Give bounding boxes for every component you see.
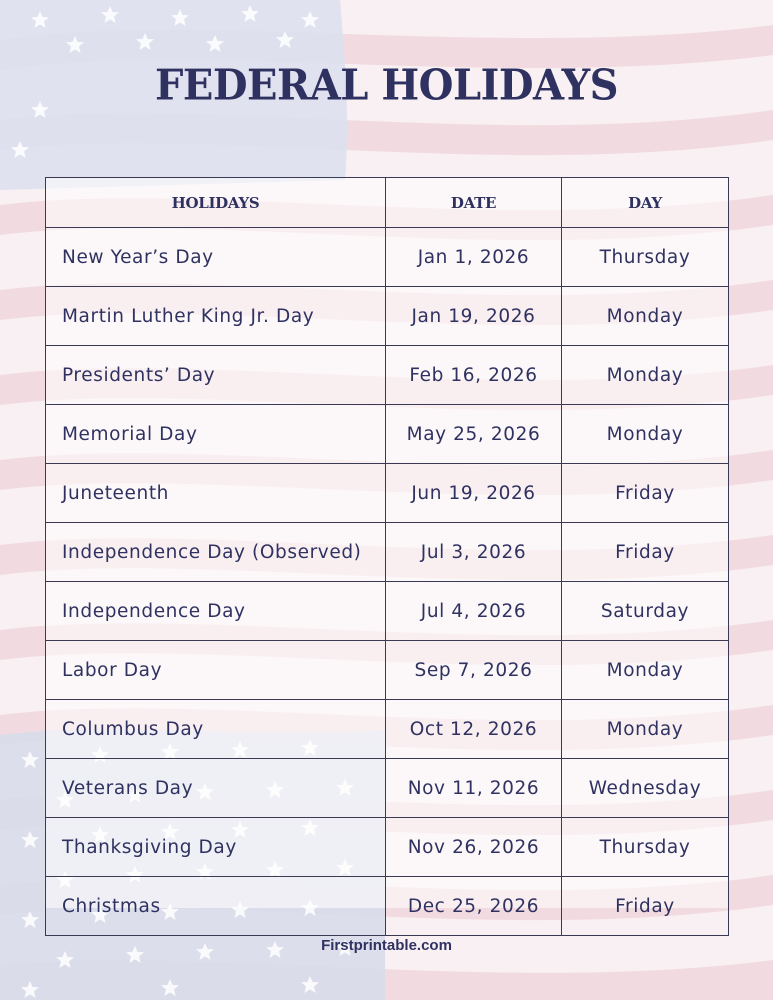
- header-holidays: HOLIDAYS: [46, 178, 386, 228]
- holiday-day: Friday: [562, 464, 729, 523]
- table-row: [46, 700, 729, 759]
- holiday-day: Monday: [562, 700, 729, 759]
- table-row: [46, 877, 729, 936]
- table-row: [46, 523, 729, 582]
- holiday-date: May 25, 2026: [386, 405, 562, 464]
- table-row: [46, 582, 729, 641]
- holiday-date: Dec 25, 2026: [386, 877, 562, 936]
- table-row: [46, 228, 729, 287]
- holiday-name: Presidents’ Day: [46, 346, 386, 405]
- holiday-name: Independence Day (Observed): [46, 523, 386, 582]
- holiday-name: Thanksgiving Day: [46, 818, 386, 877]
- header-day: DAY: [562, 178, 729, 228]
- holiday-day: Friday: [562, 877, 729, 936]
- table-row: [46, 464, 729, 523]
- holiday-day: Thursday: [562, 228, 729, 287]
- page-title: FEDERAL HOLIDAYS: [154, 60, 619, 111]
- holiday-date: Sep 7, 2026: [386, 641, 562, 700]
- holiday-name: Martin Luther King Jr. Day: [46, 287, 386, 346]
- holiday-day: Thursday: [562, 818, 729, 877]
- table-row: [46, 405, 729, 464]
- holiday-date: Feb 16, 2026: [386, 346, 562, 405]
- holiday-date: Jan 1, 2026: [386, 228, 562, 287]
- table-row: [46, 287, 729, 346]
- header-date: DATE: [386, 178, 562, 228]
- holiday-name: Labor Day: [46, 641, 386, 700]
- holiday-date: Jun 19, 2026: [386, 464, 562, 523]
- holiday-name: Independence Day: [46, 582, 386, 641]
- holiday-day: Monday: [562, 287, 729, 346]
- footer-site-name: Firstprintable.com: [321, 937, 452, 954]
- holiday-date: Jan 19, 2026: [386, 287, 562, 346]
- holiday-name: Juneteenth: [46, 464, 386, 523]
- holiday-date: Nov 26, 2026: [386, 818, 562, 877]
- holiday-name: Veterans Day: [46, 759, 386, 818]
- holiday-name: Memorial Day: [46, 405, 386, 464]
- table-row: [46, 346, 729, 405]
- table-row: [46, 759, 729, 818]
- holiday-name: New Year’s Day: [46, 228, 386, 287]
- table-row: [46, 818, 729, 877]
- holiday-name: Columbus Day: [46, 700, 386, 759]
- holidays-table-container: [45, 177, 728, 917]
- holiday-day: Monday: [562, 346, 729, 405]
- table-row: [46, 641, 729, 700]
- holidays-table: [45, 177, 729, 936]
- holiday-day: Saturday: [562, 582, 729, 641]
- holiday-date: Jul 4, 2026: [386, 582, 562, 641]
- holiday-day: Friday: [562, 523, 729, 582]
- holiday-date: Nov 11, 2026: [386, 759, 562, 818]
- table-header-row: [46, 178, 729, 228]
- holiday-day: Monday: [562, 405, 729, 464]
- holiday-day: Monday: [562, 641, 729, 700]
- holiday-date: Oct 12, 2026: [386, 700, 562, 759]
- holiday-date: Jul 3, 2026: [386, 523, 562, 582]
- holiday-name: Christmas: [46, 877, 386, 936]
- holiday-day: Wednesday: [562, 759, 729, 818]
